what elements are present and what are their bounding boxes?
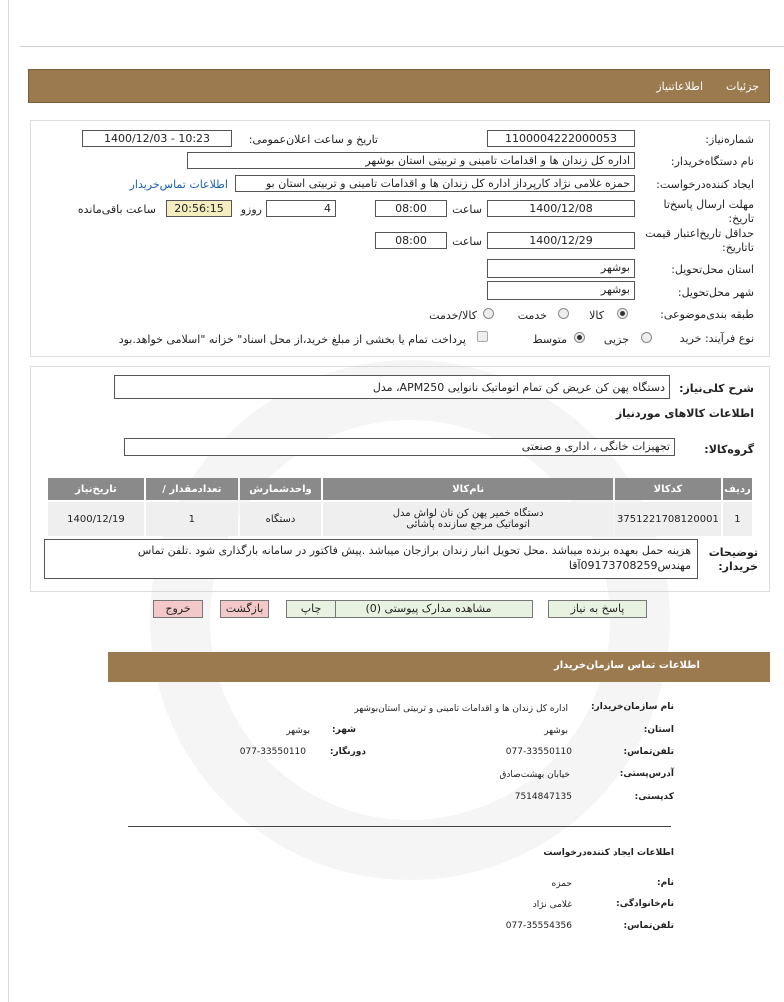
- contact-postal-label: کد‌پستی:: [634, 792, 674, 802]
- back-button[interactable]: بازگشت: [220, 600, 269, 618]
- category-goods-label: کالا: [589, 309, 604, 322]
- contact-address: خیابان بهشت‌صادق: [499, 770, 570, 780]
- contact-fax-label: دورنگار:: [329, 747, 366, 757]
- remaining-label: ساعت باقی‌مانده: [77, 203, 156, 216]
- contact-postal: 7514847135: [514, 792, 572, 802]
- cell-qty: 1: [146, 502, 238, 536]
- city-field: بوشهر: [487, 281, 635, 300]
- table-row: [48, 502, 752, 536]
- need-number-field: 1100004222000053: [487, 130, 635, 147]
- cell-name: دستگاه خمیر پهن کن نان لواش مدل اتوماتیک مرجع سازنده پاشائی: [323, 502, 613, 536]
- cell-row: 1: [723, 502, 752, 536]
- category-goods-service-label: کالا/خدمت: [429, 309, 477, 322]
- contact-org: اداره کل زندان ها و اقدامات تامینی و تربیتی استان‌بوشهر: [354, 704, 568, 714]
- creator-phone-label: تلفن‌تماس:: [623, 921, 674, 931]
- category-goods-service-radio[interactable]: [483, 308, 494, 319]
- remaining-time-field: 20:56:15: [166, 200, 232, 217]
- announce-field: 1400/12/03 - 10:23: [82, 130, 232, 147]
- contact-province: بوشهر: [544, 726, 568, 736]
- tab-details[interactable]: جزئیات: [726, 80, 759, 93]
- province-field: بوشهر: [487, 259, 635, 278]
- validity-time-label: ساعت: [452, 235, 482, 248]
- contact-header: [108, 652, 770, 682]
- goods-table: [46, 476, 754, 538]
- creator-name-label: نام:: [657, 878, 674, 888]
- cell-code: 3751221708120001: [615, 502, 721, 536]
- contact-org-label: نام سازمان‌خریدار:: [590, 702, 674, 712]
- city-label: شهر محل‌تحویل:: [677, 286, 754, 299]
- summary-field: دستگاه پهن کن عریض کن تمام اتوماتیک نانوایی APM250، مدل: [114, 375, 670, 399]
- contact-title: اطلاعات تماس سازمان‌خریدار: [553, 660, 700, 671]
- col-name: نام‌کالا: [323, 478, 613, 500]
- validity-date-field: 1400/12/29: [487, 232, 635, 249]
- col-row: ردیف: [723, 478, 752, 500]
- left-border: [8, 0, 9, 1002]
- buyer-org-field: اداره کل زندان ها و اقدامات تامینی و تربیتی استان بوشهر: [187, 152, 635, 169]
- goods-info-title: اطلاعات کالاهای موردنیاز: [615, 407, 754, 420]
- deadline-date-field: 1400/12/08: [487, 200, 635, 217]
- deadline-time-field: 08:00: [375, 200, 447, 217]
- category-service-label: خدمت: [517, 309, 547, 322]
- creator-info-title: اطلاعات ایجاد کننده‌درخواست: [543, 848, 674, 858]
- summary-label: شرح کلی‌نیاز:: [679, 382, 754, 395]
- goods-group-field: تجهیزات خانگی ، اداری و صنعتی: [124, 438, 675, 456]
- col-unit: واحدشمارش: [240, 478, 322, 500]
- buyer-notes-label: توضیحات خریدار:: [708, 546, 758, 573]
- contact-fax: 077-33550110: [239, 747, 306, 757]
- days-label: روزو: [240, 203, 262, 216]
- creator-family: غلامی نژاد: [532, 900, 572, 910]
- days-field: 4: [266, 200, 336, 217]
- creator-label: ایجاد کننده‌درخواست:: [656, 178, 754, 191]
- deadline-label: مهلت ارسال پاسخ‌تا تاریخ:: [663, 198, 754, 225]
- deadline-time-label: ساعت: [452, 203, 482, 216]
- contact-phone-label: تلفن‌تماس:: [623, 747, 674, 757]
- buyer-org-label: نام دستگاه‌خریدار:: [670, 155, 754, 168]
- cell-unit: دستگاه: [240, 502, 322, 536]
- goods-group-label: گروه‌کالا:: [704, 443, 754, 456]
- process-label: نوع فرآیند: خرید: [679, 332, 754, 345]
- need-number-label: شماره‌نیاز:: [705, 133, 754, 146]
- contact-divider: [128, 826, 671, 827]
- col-qty: تعدادمقدار /: [146, 478, 238, 500]
- contact-city-label: شهر:: [332, 725, 356, 735]
- process-medium-label: متوسط: [532, 333, 567, 346]
- exit-button[interactable]: خروج: [153, 600, 203, 618]
- province-label: استان محل‌تحویل:: [671, 263, 754, 276]
- buyer-notes-field: هزینه حمل بعهده برنده میباشد .محل تحویل انبار زندان برازجان میباشد .پیش فاکتور در سامانه بارگذاری شود .تلفن تماس مهندس09173708259آقا: [44, 539, 698, 579]
- view-docs-button[interactable]: مشاهده مدارک پیوستی (0): [324, 600, 533, 618]
- creator-family-label: نام‌خانوادگی:: [616, 899, 674, 909]
- reply-button[interactable]: پاسخ به نیاز: [548, 600, 647, 618]
- process-partial-radio[interactable]: [641, 332, 652, 343]
- process-medium-radio[interactable]: [574, 332, 585, 343]
- announce-label: تاریخ و ساعت اعلان‌عمومی:: [248, 133, 378, 146]
- process-partial-label: جزیی: [603, 333, 629, 346]
- contact-address-label: آدرس‌پستی:: [619, 769, 674, 779]
- tab-need-info[interactable]: اطلاعاتنیاز: [656, 80, 703, 93]
- contact-city: بوشهر: [286, 726, 310, 736]
- payment-note: پرداخت تمام یا بخشی از مبلغ خرید،از محل اسناد" خزانه "اسلامی خواهد.بود: [118, 333, 466, 346]
- creator-name: حمزه: [551, 879, 572, 889]
- validity-time-field: 08:00: [375, 232, 447, 249]
- category-goods-radio[interactable]: [617, 308, 628, 319]
- validity-label: حداقل تاریخ‌اعتبار قیمت تا‌تاریخ:: [645, 227, 754, 254]
- top-divider: [20, 46, 784, 47]
- header-tabs-bar: [28, 69, 770, 103]
- category-service-radio[interactable]: [558, 308, 569, 319]
- category-label: طبقه بندی‌موضوعی:: [660, 308, 754, 321]
- col-date: تاریخ‌نیاز: [48, 478, 144, 500]
- contact-province-label: استان:: [643, 725, 674, 735]
- col-code: کدکالا: [615, 478, 721, 500]
- buyer-contact-link[interactable]: اطلاعات تماس‌خریدار: [129, 178, 228, 191]
- print-button[interactable]: چاپ: [286, 600, 336, 618]
- creator-field: حمزه غلامی نژاد کارپرداز اداره کل زندان ها و اقدامات تامینی و تربیتی استان بو: [235, 175, 635, 192]
- contact-phone: 077-33550110: [505, 747, 572, 757]
- payment-checkbox[interactable]: [477, 331, 488, 342]
- cell-date: 1400/12/19: [48, 502, 144, 536]
- creator-phone: 077-35554356: [505, 921, 572, 931]
